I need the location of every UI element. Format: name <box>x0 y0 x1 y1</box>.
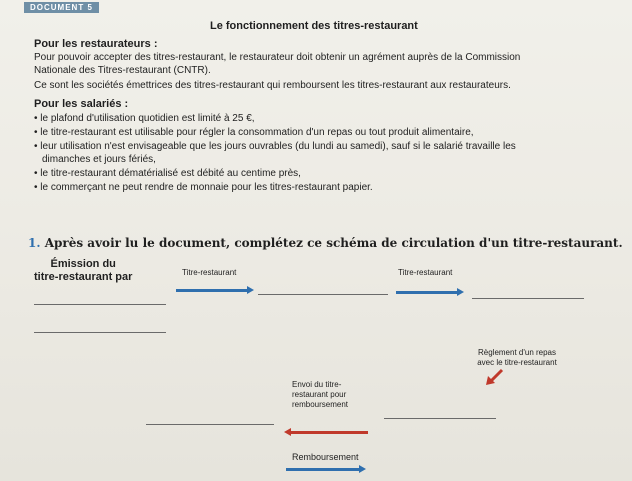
beneficiary-answer-blank[interactable] <box>472 298 584 299</box>
restaurateur-answer-blank[interactable] <box>384 418 496 419</box>
left-arrow-icon <box>290 431 368 434</box>
reglement-line2: avec le titre-restaurant <box>477 358 557 367</box>
exercise-question <box>28 236 623 250</box>
envoi-line2: restaurant pour <box>292 390 347 399</box>
emission-line1: Émission du <box>50 258 116 270</box>
restaurateurs-text-line1: Pour pouvoir accepter des titres-restaurant, le restaurateur doit obtenir un agrément auprès de la Commission <box>34 52 521 63</box>
bullet-4: • le titre-restaurant dématérialisé est débité au centime près, <box>34 168 301 179</box>
question-number: 1. <box>28 236 41 250</box>
question-text: Après avoir lu le document, complétez ce schéma de circulation d'un titre-restaurant. <box>44 236 623 250</box>
down-left-arrow-icon <box>484 368 506 386</box>
envoi-label <box>292 380 348 410</box>
emission-answer-blank-1[interactable] <box>34 304 166 305</box>
document-title: Le fonctionnement des titres-restaurant <box>210 20 418 32</box>
restaurateurs-heading: Pour les restaurateurs : <box>34 38 158 50</box>
envoi-line1: Envoi du titre- <box>292 380 342 389</box>
bullet-1: • le plafond d'utilisation quotidien est limité à 25 €, <box>34 113 255 124</box>
envoi-line3: remboursement <box>292 400 349 409</box>
right-arrow-icon <box>176 289 248 292</box>
emission-answer-blank-2[interactable] <box>34 332 166 333</box>
arrow1-label: Titre-restaurant <box>182 268 237 277</box>
right-arrow-icon <box>396 291 458 294</box>
restaurateurs-text-line2: Nationale des Titres-restaurant (CNTR). <box>34 65 211 76</box>
bullet-5: • le commerçant ne peut rendre de monnaie pour les titres-restaurant papier. <box>34 182 373 193</box>
arrow2-label: Titre-restaurant <box>398 268 453 277</box>
reglement-label <box>462 348 572 368</box>
bullet-3-continued: dimanches et jours fériés, <box>42 154 156 165</box>
bullet-3: • leur utilisation n'est envisageable que les jours ouvrables (du lundi au samedi), sauf si le salarié travaille les <box>34 141 516 152</box>
emission-label <box>34 258 132 284</box>
right-arrow-icon <box>286 468 360 471</box>
reglement-line1: Règlement d'un repas <box>477 348 557 357</box>
salaries-heading: Pour les salariés : <box>34 98 129 110</box>
emission-line2: titre-restaurant par <box>34 271 133 283</box>
bullet-2: • le titre-restaurant est utilisable pour régler la consommation d'un repas ou tout produit alimentaire, <box>34 127 474 138</box>
restaurateurs-text-p2: Ce sont les sociétés émettrices des titres-restaurant qui remboursent les titres-restaurant aux restaurateurs. <box>34 80 511 91</box>
emitter-answer-blank[interactable] <box>146 424 274 425</box>
document-badge: DOCUMENT 5 <box>24 2 99 13</box>
remboursement-label: Remboursement <box>292 452 359 462</box>
intermediary-answer-blank[interactable] <box>258 294 388 295</box>
